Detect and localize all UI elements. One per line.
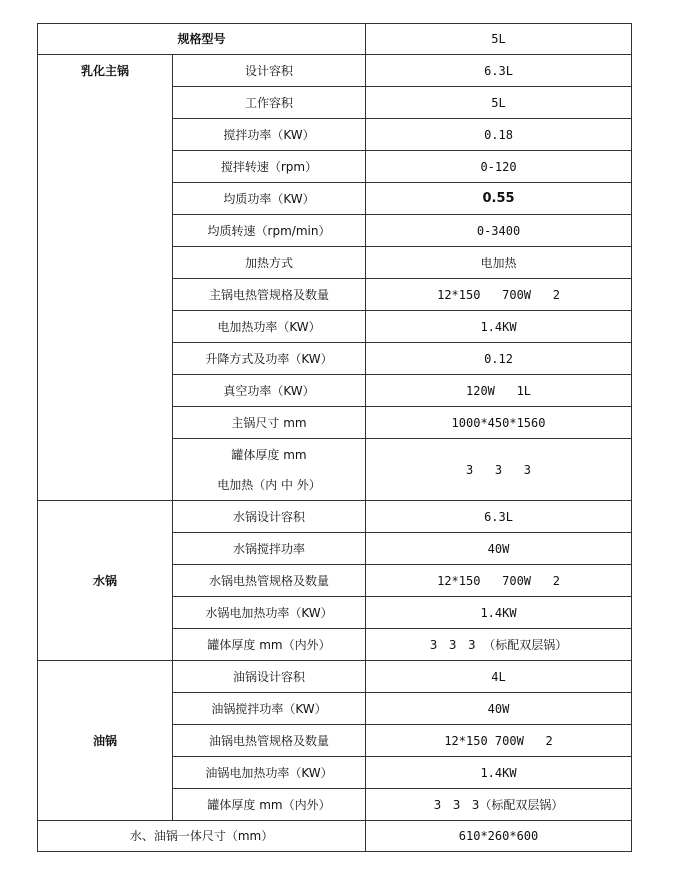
row-value: 0.55 — [366, 183, 632, 215]
row-value: 3 3 3（标配双层锅） — [366, 789, 632, 821]
row-value: 1.4KW — [366, 757, 632, 789]
row-label: 油锅电热管规格及数量 — [173, 725, 366, 757]
row-value: 3 3 3 （标配双层锅） — [366, 629, 632, 661]
row-value: 0-3400 — [366, 215, 632, 247]
row-value: 1.4KW — [366, 597, 632, 629]
row-label: 真空功率（KW） — [173, 375, 366, 407]
row-value: 4L — [366, 661, 632, 693]
row-label: 电加热功率（KW） — [173, 311, 366, 343]
row-value: 40W — [366, 533, 632, 565]
row-label-line1: 罐体厚度 mm — [231, 447, 307, 462]
row-label: 设计容积 — [173, 55, 366, 87]
row-label: 油锅电加热功率（KW） — [173, 757, 366, 789]
row-label: 油锅搅拌功率（KW） — [173, 693, 366, 725]
row-value: 12*150 700W 2 — [366, 725, 632, 757]
row-label: 罐体厚度 mm（内外） — [173, 629, 366, 661]
row-value: 电加热 — [366, 247, 632, 279]
row-value: 6.3L — [366, 501, 632, 533]
row-label: 工作容积 — [173, 87, 366, 119]
row-label: 水锅搅拌功率 — [173, 533, 366, 565]
table-row — [38, 661, 632, 693]
row-label: 水锅设计容积 — [173, 501, 366, 533]
row-label: 搅拌转速（rpm） — [173, 151, 366, 183]
row-value: 12*150 700W 2 — [366, 565, 632, 597]
row-value: 1.4KW — [366, 311, 632, 343]
row-value: 3 3 3 — [366, 439, 632, 501]
row-label: 油锅设计容积 — [173, 661, 366, 693]
row-label: 主锅尺寸 mm — [173, 407, 366, 439]
row-label: 水锅电热管规格及数量 — [173, 565, 366, 597]
table-row — [38, 55, 632, 87]
group-name-oil: 油锅 — [38, 661, 173, 821]
row-label: 升降方式及功率（KW） — [173, 343, 366, 375]
table-row — [38, 821, 632, 852]
row-value: 12*150 700W 2 — [366, 279, 632, 311]
row-label: 均质功率（KW） — [173, 183, 366, 215]
row-label: 罐体厚度 mm（内外） — [173, 789, 366, 821]
table-row — [38, 24, 632, 55]
row-label: 加热方式 — [173, 247, 366, 279]
row-label: 水锅电加热功率（KW） — [173, 597, 366, 629]
header-value: 5L — [366, 24, 632, 55]
row-label-line2: 电加热（内 中 外） — [217, 477, 321, 492]
group-name-water: 水锅 — [38, 501, 173, 661]
row-value: 0.12 — [366, 343, 632, 375]
row-label-multiline — [173, 439, 366, 501]
row-label: 均质转速（rpm/min） — [173, 215, 366, 247]
spec-table — [37, 23, 632, 852]
row-value: 40W — [366, 693, 632, 725]
row-label: 主锅电热管规格及数量 — [173, 279, 366, 311]
row-value: 5L — [366, 87, 632, 119]
row-value: 0-120 — [366, 151, 632, 183]
header-label: 规格型号 — [38, 24, 366, 55]
row-value: 1000*450*1560 — [366, 407, 632, 439]
row-value: 0.18 — [366, 119, 632, 151]
row-label: 搅拌功率（KW） — [173, 119, 366, 151]
table-row — [38, 501, 632, 533]
group-name-emulsifier: 乳化主锅 — [38, 55, 173, 501]
footer-label: 水、油锅一体尺寸（mm） — [38, 821, 366, 852]
footer-value: 610*260*600 — [366, 821, 632, 852]
row-value: 6.3L — [366, 55, 632, 87]
row-value: 120W 1L — [366, 375, 632, 407]
